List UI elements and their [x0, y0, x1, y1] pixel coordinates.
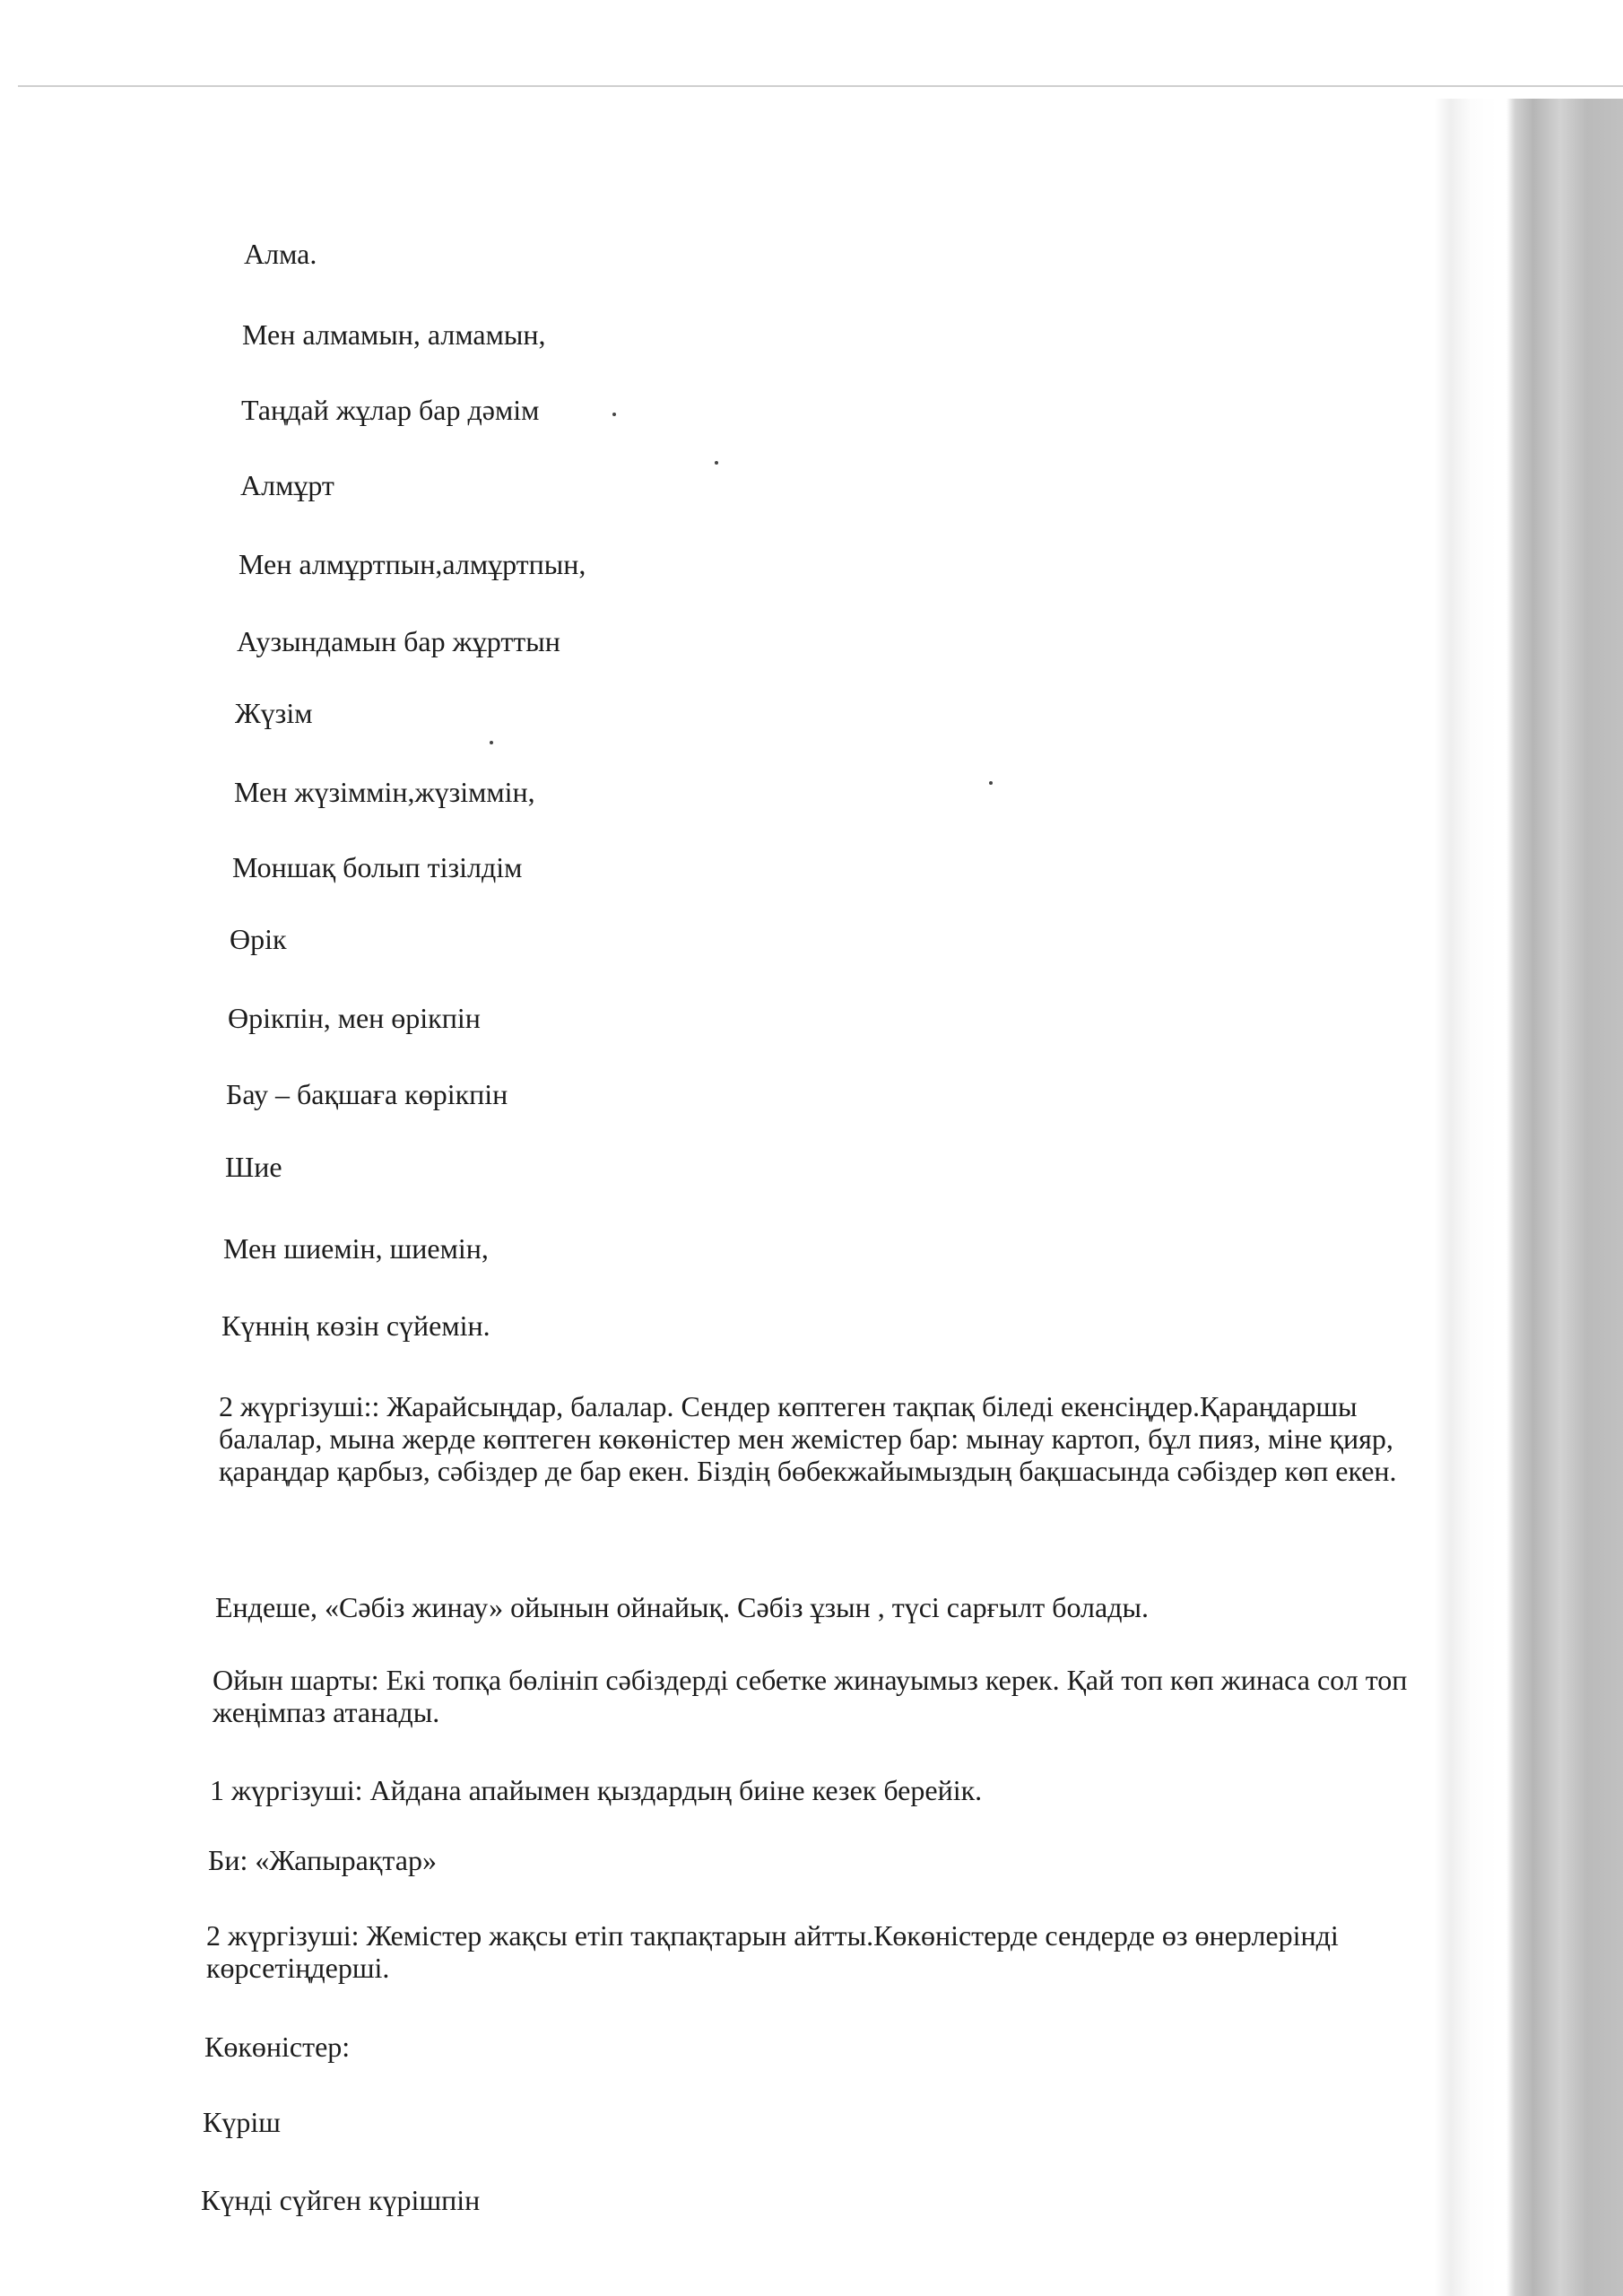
poem-line: Алмұрт — [240, 469, 334, 501]
dialogue-paragraph: 2 жүргізуші: Жемістер жақсы етіп тақпақтарын айтты.Көкөністерде сендерде өз өнерлерінді көрсетіңдерші. — [206, 1919, 1339, 1984]
poem-line: Таңдай жұлар бар дәмім — [241, 394, 540, 426]
poem-line: Алма. — [244, 238, 317, 270]
closing-line: Күнді сүйген күрішпін — [201, 2184, 481, 2216]
closing-line: Көкөністер: — [204, 2031, 351, 2063]
poem-line: Мен алмұртпын,алмұртпын, — [239, 548, 586, 580]
poem-line: Өрікпін, мен өрікпін — [228, 1002, 481, 1034]
dialogue-paragraph: Ендеше, «Сәбіз жинау» ойынын ойнайық. Сәбіз ұзын , түсі сарғылт болады. — [215, 1591, 1149, 1623]
dialogue-paragraph: Би: «Жапырақтар» — [208, 1844, 437, 1876]
closing-line: Күріш — [203, 2106, 281, 2138]
poem-line: Мен алмамын, алмамын, — [242, 318, 546, 351]
poem-line: Өрік — [230, 923, 287, 955]
poem-line: Мен жүзіммін,жүзіммін, — [234, 776, 535, 808]
poem-line: Жүзім — [235, 697, 313, 729]
poem-line: Моншақ болып тізілдім — [232, 851, 523, 883]
dialogue-paragraph: 1 жүргізуші: Айдана апайымен қыздардың биіне кезек берейік. — [210, 1774, 983, 1806]
poem-line: Мен шиемін, шиемін, — [223, 1232, 489, 1265]
dialogue-paragraph: 2 жүргізуші:: Жарайсыңдар, балалар. Сендер көптеген тақпақ біледі екенсіңдер.Қараңдаршы балалар, мына жерде көптеген көкөністер мен жемістер бар: мынау картоп, бұл пияз, міне қияр, қараңдар қарбыз, сәбіздер де бар екен. Біздің бөбекжайымыздың бақшасында сәбіздер көп екен. — [219, 1390, 1397, 1487]
dialogue-paragraph: Ойын шарты: Екі топқа бөлініп сәбіздерді себетке жинауымыз керек. Қай топ көп жинаса сол топ жеңімпаз атанады. — [213, 1664, 1408, 1728]
poem-line: Шие — [225, 1151, 282, 1183]
poem-line: Бау – бақшаға көрікпін — [226, 1078, 508, 1110]
poem-line: Күннің көзін сүйемін. — [221, 1309, 490, 1342]
poem-line: Аузындамын бар жұрттын — [237, 625, 560, 657]
